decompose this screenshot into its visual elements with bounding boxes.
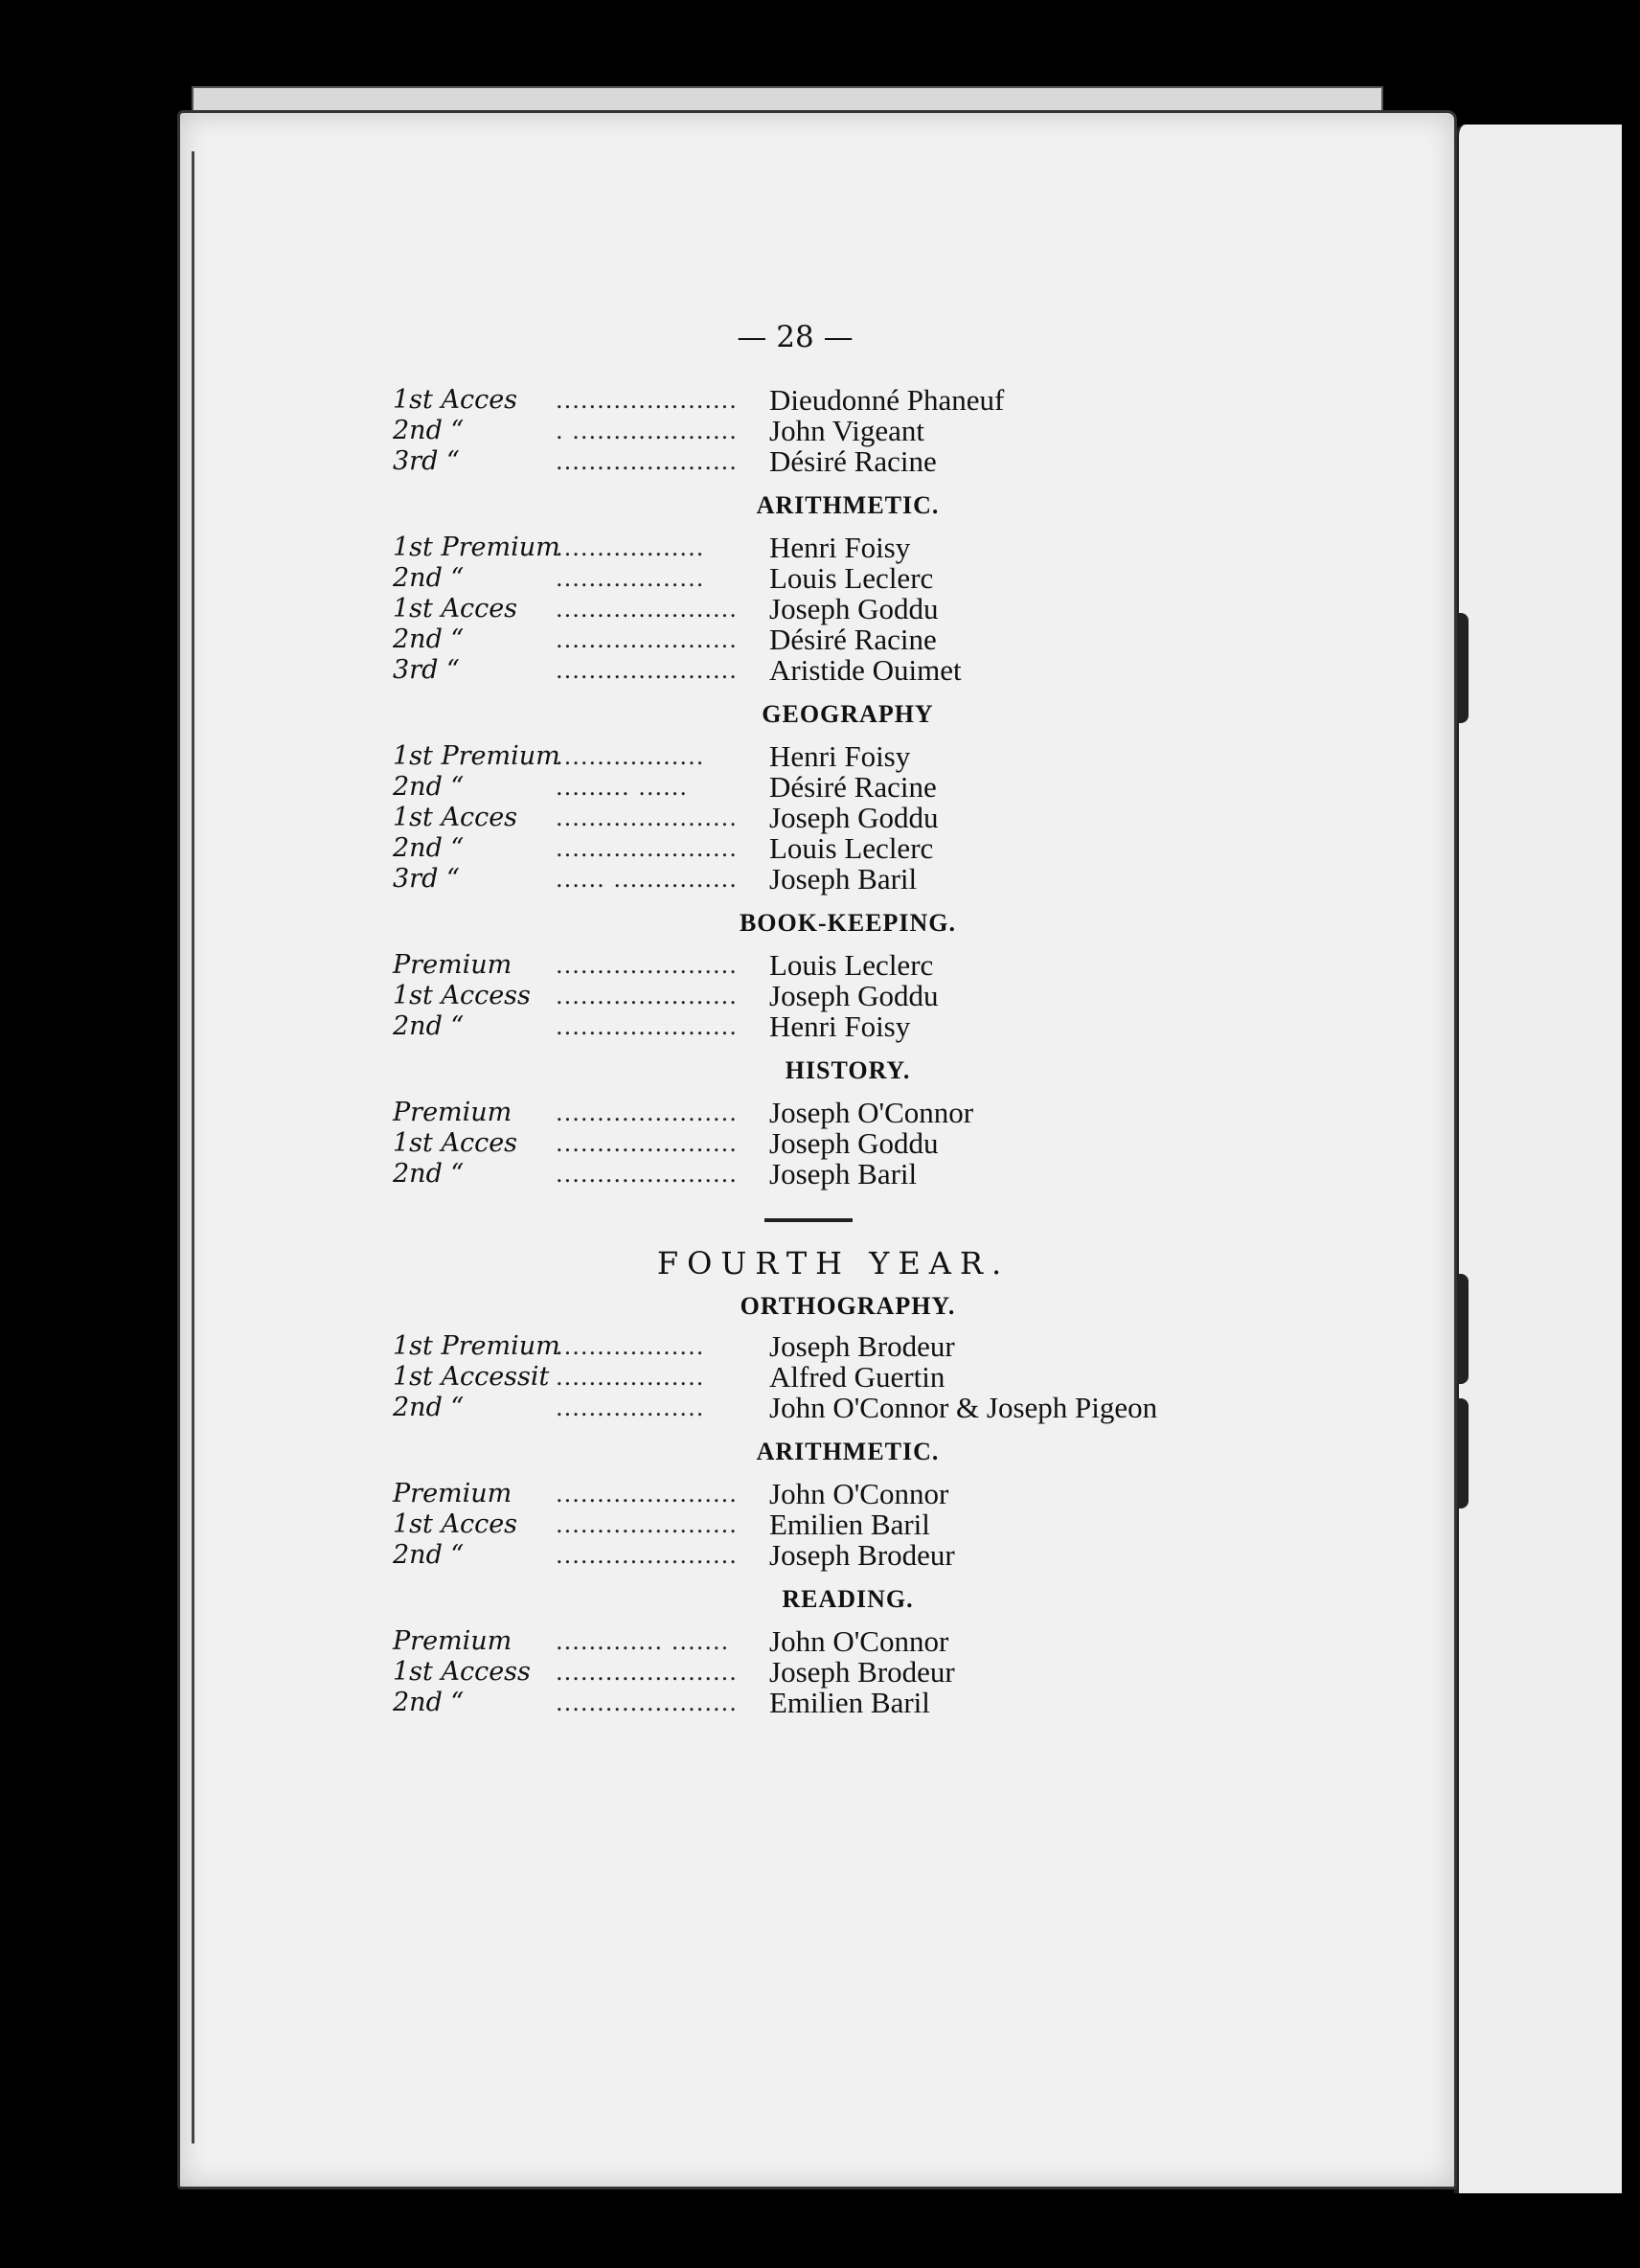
student-name: Henri Foisy: [769, 531, 911, 564]
section-heading: GEOGRAPHY: [762, 700, 934, 728]
rank-label: 1st Premium: [393, 1331, 560, 1361]
list-item: [393, 981, 1236, 1011]
student-name: Joseph Brodeur: [769, 1538, 955, 1572]
top-entries: [393, 316, 1236, 477]
section-heading: ARITHMETIC.: [756, 1438, 940, 1465]
rank-label: Premium: [393, 1626, 512, 1656]
section-reading: [393, 1571, 1236, 1718]
leader-dots: . ....................: [556, 418, 738, 444]
list-item: [393, 1509, 1236, 1540]
student-name: Désiré Racine: [769, 623, 937, 656]
list-item: [393, 1098, 1236, 1128]
list-item: [393, 772, 1236, 803]
student-name: John Vigeant: [769, 414, 925, 447]
rank-label: 1st Premium: [393, 741, 560, 771]
rank-label: 2nd “: [393, 1159, 465, 1189]
leader-dots: ......................: [556, 1100, 738, 1126]
list-item: [393, 594, 1236, 624]
student-name: Henri Foisy: [769, 1009, 911, 1043]
page-content: [393, 316, 1236, 1718]
list-item: [393, 1393, 1236, 1423]
leader-dots: ......................: [556, 626, 738, 653]
student-name: John O'Connor & Joseph Pigeon: [769, 1391, 1158, 1424]
section-heading: BOOK-KEEPING.: [739, 909, 957, 937]
leader-dots: ..................: [556, 1333, 705, 1360]
student-name: Désiré Racine: [769, 444, 937, 478]
leader-dots: ......................: [556, 952, 738, 979]
rank-label: 1st Premium: [393, 533, 560, 562]
leader-dots: ......................: [556, 596, 738, 623]
list-item: [393, 1540, 1236, 1571]
list-item: [393, 416, 1236, 446]
rank-label: 2nd “: [393, 624, 465, 654]
section-heading: ORTHOGRAPHY.: [740, 1292, 956, 1320]
student-name: John O'Connor: [769, 1624, 949, 1658]
rank-label: 3rd “: [393, 655, 460, 685]
rank-label: 1st Acces: [393, 594, 518, 624]
rank-label: Premium: [393, 950, 512, 980]
student-name: Joseph O'Connor: [769, 1096, 974, 1129]
list-item: [393, 1159, 1236, 1190]
rank-label: 1st Access: [393, 1657, 531, 1687]
student-name: Emilien Baril: [769, 1686, 930, 1719]
leader-dots: ......................: [556, 448, 738, 475]
list-item: [393, 385, 1236, 416]
list-item: [393, 803, 1236, 833]
rank-label: 2nd “: [393, 1393, 465, 1422]
list-item: [393, 1688, 1236, 1718]
section-heading: HISTORY.: [785, 1056, 911, 1084]
leader-dots: ..................: [556, 743, 705, 770]
leader-dots: ......................: [556, 387, 738, 414]
rank-label: 1st Acces: [393, 385, 518, 415]
rank-label: 1st Acces: [393, 803, 518, 832]
rank-label: 2nd “: [393, 1688, 465, 1717]
student-name: Louis Leclerc: [769, 948, 934, 982]
rank-label: 2nd “: [393, 772, 465, 802]
student-name: Dieudonné Phaneuf: [769, 383, 1005, 417]
list-item: [393, 446, 1236, 477]
student-name: Joseph Baril: [769, 862, 918, 896]
list-item: [393, 1362, 1236, 1393]
list-item: [393, 655, 1236, 686]
section-heading: READING.: [782, 1585, 914, 1613]
leader-dots: ..................: [556, 1395, 705, 1421]
leader-dots: ............. .......: [556, 1628, 730, 1655]
list-item: [393, 1657, 1236, 1688]
leader-dots: ......................: [556, 1690, 738, 1716]
section-orthography: [393, 1285, 1236, 1423]
student-name: Alfred Guertin: [769, 1360, 945, 1394]
section-divider: [764, 1218, 853, 1222]
student-name: Désiré Racine: [769, 770, 937, 804]
page-number: — 28 —: [737, 320, 854, 354]
student-name: John O'Connor: [769, 1477, 949, 1510]
rank-label: 2nd “: [393, 563, 465, 593]
student-name: Louis Leclerc: [769, 561, 934, 595]
leader-dots: ......................: [556, 835, 738, 862]
student-name: Joseph Goddu: [769, 1126, 939, 1160]
leader-dots: ......... ......: [556, 774, 689, 801]
student-name: Joseph Goddu: [769, 801, 939, 834]
rank-label: 2nd “: [393, 1540, 465, 1570]
leader-dots: ......................: [556, 983, 738, 1009]
list-item: [393, 1128, 1236, 1159]
leader-dots: ...... ...............: [556, 866, 738, 893]
rank-label: 3rd “: [393, 864, 460, 894]
leader-dots: ......................: [556, 1013, 738, 1040]
rank-label: 2nd “: [393, 833, 465, 863]
list-item: [393, 950, 1236, 981]
list-item: [393, 1011, 1236, 1042]
section-book-keeping: [393, 895, 1236, 1042]
list-item: [393, 533, 1236, 563]
leader-dots: ......................: [556, 1481, 738, 1508]
rank-label: 1st Acces: [393, 1509, 518, 1539]
list-item: [393, 563, 1236, 594]
rank-label: 2nd “: [393, 1011, 465, 1041]
list-item: [393, 1479, 1236, 1509]
section-geography: [393, 686, 1236, 895]
leader-dots: ......................: [556, 1161, 738, 1188]
student-name: Joseph Baril: [769, 1157, 918, 1191]
student-name: Emilien Baril: [769, 1508, 930, 1541]
leader-dots: ......................: [556, 1130, 738, 1157]
leader-dots: ......................: [556, 1659, 738, 1686]
leader-dots: ......................: [556, 657, 738, 684]
list-item: [393, 741, 1236, 772]
year-title: FOURTH YEAR.: [656, 1245, 1011, 1281]
list-item: [393, 833, 1236, 864]
leader-dots: ......................: [556, 1542, 738, 1569]
section-history: [393, 1042, 1236, 1190]
student-name: Aristide Ouimet: [769, 653, 962, 687]
leader-dots: ......................: [556, 1511, 738, 1538]
list-item: [393, 1331, 1236, 1362]
rank-label: 3rd “: [393, 446, 460, 476]
student-name: Louis Leclerc: [769, 831, 934, 865]
student-name: Joseph Brodeur: [769, 1655, 955, 1689]
rank-label: 1st Access: [393, 981, 531, 1010]
leader-dots: ......................: [556, 805, 738, 831]
rank-label: 2nd “: [393, 416, 465, 445]
section-arithmetic: [393, 477, 1236, 686]
list-item: [393, 624, 1236, 655]
leader-dots: ..................: [556, 1364, 705, 1391]
adjacent-page: [1454, 125, 1622, 2193]
rank-label: 1st Accessit: [393, 1362, 550, 1392]
section-arithmetic-fourth: [393, 1423, 1236, 1571]
student-name: Joseph Brodeur: [769, 1329, 955, 1363]
student-name: Joseph Goddu: [769, 979, 939, 1012]
section-heading: ARITHMETIC.: [756, 491, 940, 519]
student-name: Henri Foisy: [769, 739, 911, 773]
leader-dots: ..................: [556, 565, 705, 592]
rank-label: 1st Acces: [393, 1128, 518, 1158]
leader-dots: ..................: [556, 534, 705, 561]
student-name: Joseph Goddu: [769, 592, 939, 625]
list-item: [393, 1626, 1236, 1657]
rank-label: Premium: [393, 1479, 512, 1508]
rank-label: Premium: [393, 1098, 512, 1127]
list-item: [393, 864, 1236, 895]
